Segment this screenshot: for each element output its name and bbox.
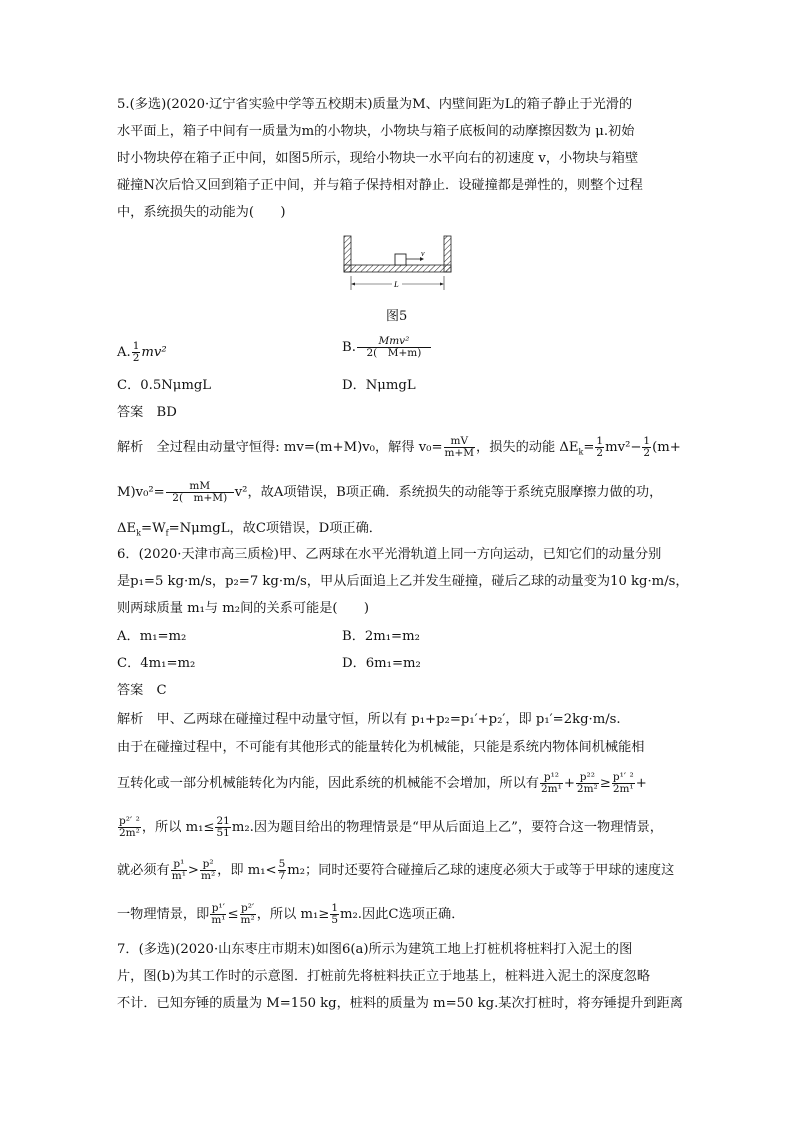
box-bottom — [344, 265, 451, 272]
q5-option-a: A. $\frac{1}{2}$ mv² — [117, 340, 167, 364]
q5-line-1: 5.(多选)(2020·辽宁省实验中学等五校期末)质量为M、内壁间距为L的箱子静止于光滑的 — [117, 97, 633, 112]
q6-answer: 答案 C — [117, 683, 167, 698]
length-label: L — [394, 279, 399, 289]
q6-analysis-5: 就必须有 $\frac{\text{p¹}}{\text{m¹}}$ > $\frac{\text{p²}}{\text{m²}}$ ，即 m₁< $\frac{5}{7}$ m₂；同时还要符合碰撞后乙球的速度必须大于或等于甲球的速度这 — [117, 858, 675, 882]
figure-5-caption: 图5 — [386, 309, 408, 324]
small-block — [395, 254, 406, 265]
q5-answer: 答案 BD — [117, 405, 177, 420]
q5-analysis-2: M)v₀²= $\frac{mM}{2( m+M)}$ v²，故A项错误，B项正确．系统损失的动能等于系统克服摩擦力做的功， — [117, 480, 663, 504]
q6-option-b: B．2m₁=m₂ — [342, 629, 420, 644]
q7-line-1: 7．(多选)(2020·山东枣庄市期末)如图6(a)所示为建筑工地上打桩机将桩料打入泥土的图 — [117, 942, 633, 957]
velocity-label: v — [421, 249, 425, 258]
q7-line-3: 不计．已知夯锤的质量为 M=150 kg，桩料的质量为 m=50 kg.某次打桩时，将夯锤提升到距离 — [117, 996, 683, 1011]
q5-line-2: 水平面上，箱子中间有一质量为m的小物块，小物块与箱子底板间的动摩擦因数为 μ.初始 — [117, 124, 635, 139]
q6-line-2: 是p₁=5 kg·m/s，p₂=7 kg·m/s，甲从后面追上乙并发生碰撞，碰后乙球的动量变为10 kg·m/s， — [117, 574, 689, 589]
q6-option-a: A．m₁=m₂ — [117, 629, 187, 644]
q6-option-d: D．6m₁=m₂ — [342, 656, 421, 671]
q6-analysis-1: 解析 甲、乙两球在碰撞过程中动量守恒，所以有 p₁+p₂=p₁′+p₂′，即 p₁′=2kg·m/s. — [117, 712, 621, 727]
q5-line-5: 中，系统损失的动能为( ) — [117, 205, 286, 220]
q6-option-c: C．4m₁=m₂ — [117, 656, 196, 671]
q6-line-3: 则两球质量 m₁与 m₂间的关系可能是( ) — [117, 601, 370, 616]
q6-analysis-3: 互转化或一部分机械能转化为内能，因此系统的机械能不会增加，所以有 $\frac{\text{p¹²}}{\text{2m¹}}$ + $\frac{\text{p²²}}{\text{2m²}}$ ≥ $\frac{\text{p¹′ ²}}{\text{2m¹}}$ + — [117, 771, 647, 795]
box-figure — [338, 232, 458, 302]
q5-option-c: C．0.5NμmgL — [117, 378, 212, 393]
q5-option-d: D．NμmgL — [342, 378, 416, 393]
q6-analysis-4: $\frac{\text{p²′ ²}}{\text{2m²}}$ ，所以 m₁≤ $\frac{21}{51}$ m₂.因为题目给出的物理情景是“甲从后面追上乙”，要符合这一物理情景， — [119, 815, 663, 839]
q7-line-2: 片，图(b)为其工作时的示意图．打桩前先将桩料扶正立于地基上，桩料进入泥土的深度忽略 — [117, 969, 651, 984]
q6-analysis-2: 由于在碰撞过程中，不可能有其他形式的能量转化为机械能，只能是系统内物体间机械能相 — [117, 740, 645, 755]
q6-line-1: 6．(2020·天津市高三质检)甲、乙两球在水平光滑轨道上同一方向运动，已知它们的动量分别 — [117, 547, 662, 562]
q6-analysis-6: 一物理情景，即 $\frac{\text{p¹′}}{\text{m¹}}$ ≤ $\frac{\text{p²′}}{\text{m²}}$ ，所以 m₁≥ $\frac{1}{5}$ m₂.因此C选项正确． — [117, 902, 465, 926]
q5-option-b: B. Mmv² 2( M+m) — [342, 336, 432, 359]
q5-line-4: 碰撞N次后恰又回到箱子正中间，并与箱子保持相对静止．设碰撞都是弹性的，则整个过程 — [117, 178, 643, 193]
q5-analysis-3: $\Delta E_k=W_f=N\mu mgL$，故C项错误，D项正确． — [117, 521, 382, 538]
q5-analysis-1: 解析 全过程由动量守恒得: mv=(m+M)v₀，解得 v₀= $\frac{mV}{m+M}$ ，损失的动能 $\Delta E_k=$ $\frac{1}{2}$ mv²− $\frac{1}{2}$ (m+ — [117, 435, 681, 459]
q5-line-3: 时小物块停在箱子正中间，如图5所示，现给小物块一水平向右的初速度 v，小物块与箱壁 — [117, 151, 639, 166]
